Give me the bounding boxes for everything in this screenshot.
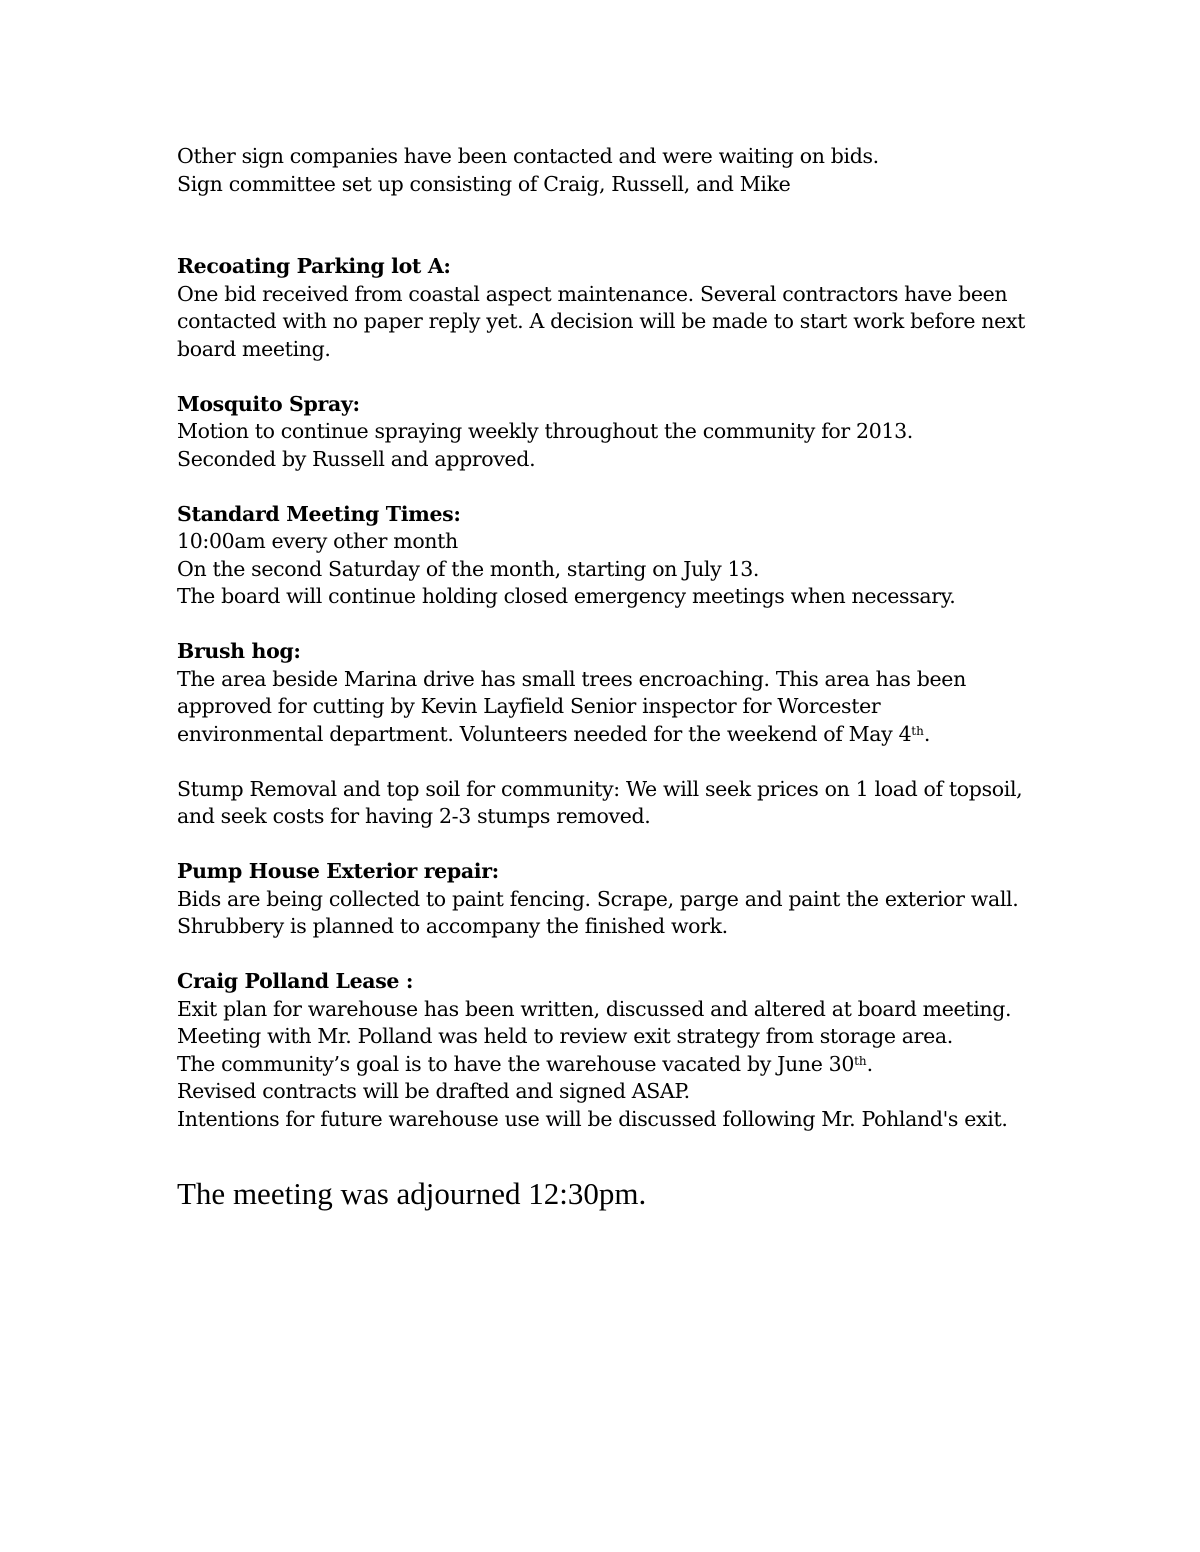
paragraph-line: The board will continue holding closed emergency meetings when necessary. bbox=[177, 584, 956, 608]
brush-hog-section bbox=[177, 638, 1037, 748]
section-heading: Standard Meeting Times: bbox=[177, 501, 461, 526]
paragraph-line: and seek costs for having 2-3 stumps removed. bbox=[177, 804, 651, 828]
paragraph-line: Sign committee set up consisting of Craig, Russell, and Mike bbox=[177, 171, 791, 196]
paragraph-line: Other sign companies have been contacted and were waiting on bids. bbox=[177, 144, 879, 168]
section-heading: Craig Polland Lease : bbox=[177, 969, 414, 993]
paragraph-line: Bids are being collected to paint fencing. Scrape, parge and paint the exterior wall. bbox=[177, 886, 1019, 911]
paragraph-line: 10:00am every other month bbox=[177, 529, 458, 553]
section-heading: Mosquito Spray: bbox=[177, 391, 360, 416]
paragraph-line: Revised contracts will be drafted and signed ASAP. bbox=[177, 1079, 690, 1103]
paragraph-line: On the second Saturday of the month, starting on July 13. bbox=[177, 556, 760, 581]
line-text: The community’s goal is to have the warehouse vacated by June 30 bbox=[177, 1051, 855, 1076]
paragraph-line bbox=[177, 1051, 1037, 1079]
paragraph-line: approved for cutting by Kevin Layfield Senior inspector for Worcester bbox=[177, 694, 881, 718]
line-end: . bbox=[866, 1051, 873, 1076]
pump-house-section bbox=[177, 858, 1037, 941]
mosquito-section bbox=[177, 391, 1037, 474]
paragraph-line: Meeting with Mr. Polland was held to review exit strategy from storage area. bbox=[177, 1024, 953, 1048]
paragraph-line: The area beside Marina drive has small trees encroaching. This area has been bbox=[177, 666, 966, 691]
paragraph-line bbox=[177, 721, 1037, 749]
paragraph-line: Shrubbery is planned to accompany the finished work. bbox=[177, 914, 728, 938]
meeting-times-section bbox=[177, 501, 1037, 611]
lease-section bbox=[177, 968, 1037, 1133]
ordinal-suffix: th bbox=[854, 1053, 867, 1068]
ordinal-suffix: th bbox=[911, 723, 924, 738]
paragraph-line: board meeting. bbox=[177, 336, 331, 361]
line-text: environmental department. Volunteers needed for the weekend of May 4 bbox=[177, 721, 912, 746]
paragraph-line: Seconded by Russell and approved. bbox=[177, 446, 536, 471]
sign-section bbox=[177, 143, 1037, 198]
paragraph-line: Exit plan for warehouse has been written, discussed and altered at board meeting. bbox=[177, 996, 1012, 1021]
parking-section bbox=[177, 253, 1037, 363]
stump-section bbox=[177, 776, 1037, 831]
section-heading: Brush hog: bbox=[177, 639, 301, 663]
minutes-page bbox=[177, 143, 1037, 1212]
paragraph-line: Intentions for future warehouse use will be discussed following Mr. Pohland's exit. bbox=[177, 1106, 1008, 1131]
paragraph-line: contacted with no paper reply yet. A decision will be made to start work before next bbox=[177, 309, 1026, 333]
adjournment-statement: The meeting was adjourned 12:30pm. bbox=[177, 1176, 647, 1211]
section-heading: Pump House Exterior repair: bbox=[177, 859, 499, 883]
paragraph-line: One bid received from coastal aspect maintenance. Several contractors have been bbox=[177, 281, 1008, 306]
section-heading: Recoating Parking lot A: bbox=[177, 254, 451, 278]
paragraph-line: Stump Removal and top soil for community: We will seek prices on 1 load of topsoil, bbox=[177, 776, 1023, 801]
paragraph-line: Motion to continue spraying weekly throughout the community for 2013. bbox=[177, 419, 913, 443]
line-end: . bbox=[923, 721, 931, 746]
